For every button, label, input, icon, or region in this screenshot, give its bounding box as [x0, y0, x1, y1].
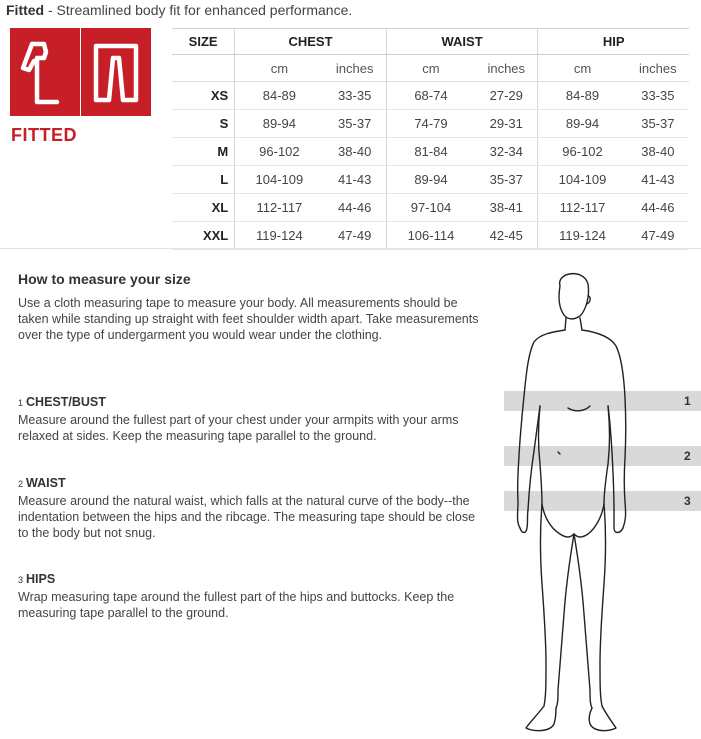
- fit-badge-label: FITTED: [11, 125, 77, 145]
- chest-cm-cell: 119-124: [235, 222, 324, 250]
- hip-cm-cell: 119-124: [538, 222, 627, 250]
- size-cell: L: [172, 166, 235, 194]
- hip-inches-cell: 44-46: [627, 194, 689, 222]
- waist-inches-cell: 27-29: [475, 82, 538, 110]
- hip-cm-cell: 112-117: [538, 194, 627, 222]
- table-row: [172, 194, 689, 222]
- chest-band-label: 1: [684, 394, 691, 408]
- chest-inches-cell: 44-46: [324, 194, 387, 222]
- step-heading: [18, 475, 488, 492]
- chest-inches-cell: 33-35: [324, 82, 387, 110]
- table-row: [172, 82, 689, 110]
- body-silhouette-icon: [498, 266, 658, 739]
- table-row: [172, 166, 689, 194]
- hip-cm-cell: 96-102: [538, 138, 627, 166]
- chest-column-header: CHEST: [235, 29, 387, 55]
- units-spacer: [172, 55, 235, 82]
- shorts-icon: [81, 28, 151, 116]
- hip-inches-cell: 38-40: [627, 138, 689, 166]
- chest-inches-cell: 35-37: [324, 110, 387, 138]
- size-cell: M: [172, 138, 235, 166]
- chest-inches-cell: 38-40: [324, 138, 387, 166]
- waist-cm-cell: 106-114: [386, 222, 475, 250]
- step-number: 3: [18, 575, 24, 585]
- chest-cm-cell: 89-94: [235, 110, 324, 138]
- chest-cm-cell: 84-89: [235, 82, 324, 110]
- step-description: Wrap measuring tape around the fullest part of the hips and buttocks. Keep the measuring tape parallel to the ground.: [18, 590, 455, 620]
- size-column-header: SIZE: [172, 29, 235, 55]
- hip-cm-cell: 84-89: [538, 82, 627, 110]
- step-number: 1: [18, 398, 24, 408]
- chest-cm-cell: 96-102: [235, 138, 324, 166]
- fit-title: Fitted: [6, 2, 45, 18]
- howto-title: How to measure your size: [18, 271, 191, 287]
- measure-step-chest: [18, 394, 488, 444]
- measure-step-waist: [18, 475, 488, 541]
- hip-cm-cell: 104-109: [538, 166, 627, 194]
- waist-cm-cell: 68-74: [386, 82, 475, 110]
- step-description: Measure around the fullest part of your chest under your armpits with your arms relaxed at sides. Keep the measuring tape parallel to the ground.: [18, 413, 459, 443]
- waist-band-label: 2: [684, 449, 691, 463]
- chest-cm-header: cm: [235, 55, 324, 82]
- body-figure: [498, 266, 701, 739]
- shorts-icon-badge: [80, 28, 151, 116]
- hip-inches-cell: 41-43: [627, 166, 689, 194]
- waist-inches-cell: 38-41: [475, 194, 538, 222]
- waist-inches-cell: 29-31: [475, 110, 538, 138]
- size-cell: XS: [172, 82, 235, 110]
- chest-inches-cell: 47-49: [324, 222, 387, 250]
- waist-cm-header: cm: [386, 55, 475, 82]
- step-name: CHEST/BUST: [26, 395, 106, 409]
- waist-column-header: WAIST: [386, 29, 538, 55]
- hip-inches-header: inches: [627, 55, 689, 82]
- waist-cm-cell: 81-84: [386, 138, 475, 166]
- waist-inches-header: inches: [475, 55, 538, 82]
- hip-inches-cell: 47-49: [627, 222, 689, 250]
- measure-step-hips: [18, 571, 488, 621]
- waist-inches-cell: 35-37: [475, 166, 538, 194]
- table-row: [172, 138, 689, 166]
- step-heading: [18, 394, 488, 411]
- howto-intro: Use a cloth measuring tape to measure your body. All measurements should be taken while standing up straight with feet shoulder width apart. Take measurements over the type of undergarment you would wear under the clothing.: [18, 296, 479, 342]
- size-cell: XL: [172, 194, 235, 222]
- waist-cm-cell: 89-94: [386, 166, 475, 194]
- fit-subtitle: - Streamlined body fit for enhanced performance.: [44, 2, 353, 18]
- step-description: Measure around the natural waist, which falls at the natural curve of the body--the indentation between the hips and the ribcage. The measuring tape should be close to the body but not snug.: [18, 494, 476, 540]
- hip-inches-cell: 35-37: [627, 110, 689, 138]
- size-cell: S: [172, 110, 235, 138]
- hip-inches-cell: 33-35: [627, 82, 689, 110]
- waist-cm-cell: 74-79: [386, 110, 475, 138]
- step-name: HIPS: [26, 572, 56, 586]
- chest-inches-header: inches: [324, 55, 387, 82]
- table-row: [172, 222, 689, 250]
- hip-band-label: 3: [684, 494, 691, 508]
- shirt-icon: [10, 28, 80, 116]
- hip-cm-header: cm: [538, 55, 627, 82]
- table-row: [172, 110, 689, 138]
- waist-inches-cell: 42-45: [475, 222, 538, 250]
- page-header: [6, 2, 352, 18]
- chest-inches-cell: 41-43: [324, 166, 387, 194]
- shirt-icon-badge: [10, 28, 80, 116]
- size-chart-table: [172, 28, 689, 250]
- hip-column-header: HIP: [538, 29, 689, 55]
- chest-cm-cell: 104-109: [235, 166, 324, 194]
- step-heading: [18, 571, 488, 588]
- hip-cm-cell: 89-94: [538, 110, 627, 138]
- chest-cm-cell: 112-117: [235, 194, 324, 222]
- section-divider: [0, 248, 701, 249]
- step-name: WAIST: [26, 476, 66, 490]
- step-number: 2: [18, 479, 24, 489]
- waist-cm-cell: 97-104: [386, 194, 475, 222]
- waist-inches-cell: 32-34: [475, 138, 538, 166]
- size-cell: XXL: [172, 222, 235, 250]
